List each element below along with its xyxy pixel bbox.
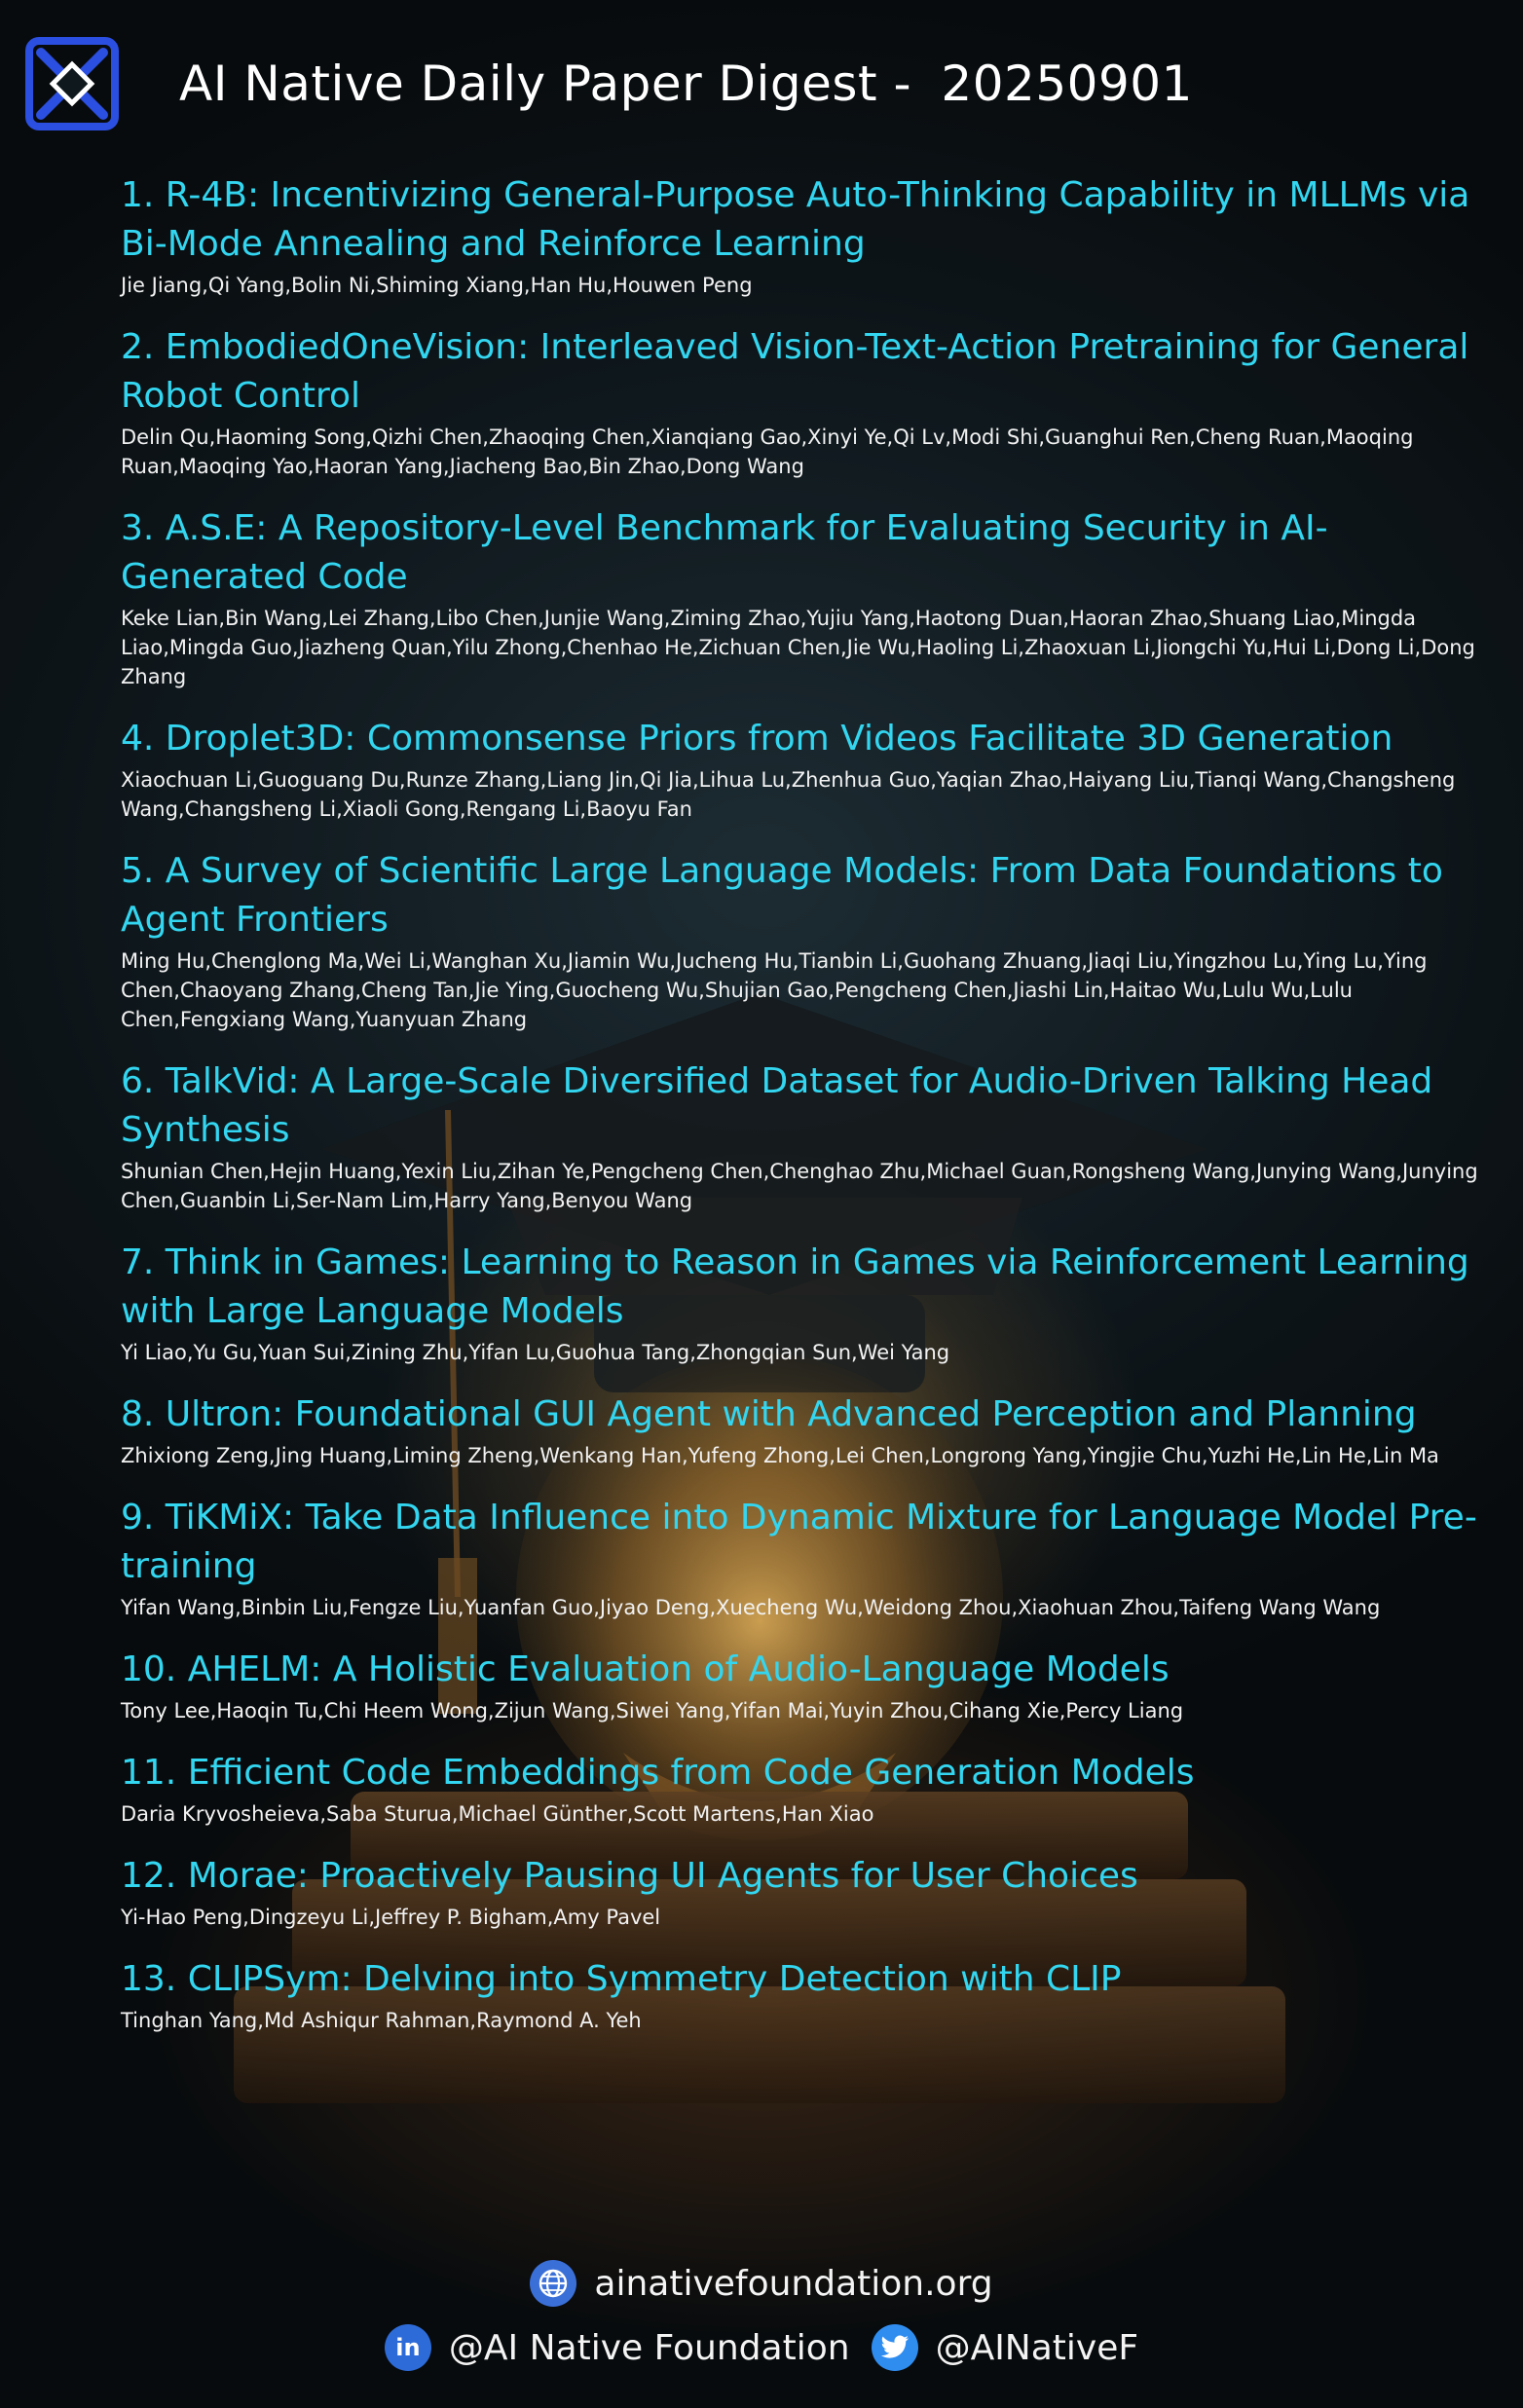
- paper-authors: Delin Qu,Haoming Song,Qizhi Chen,Zhaoqing Chen,Xianqiang Gao,Xinyi Ye,Qi Lv,Modi Shi,Guanghui Ren,Cheng Ruan,Maoqing Ruan,Maoqing Yao,Haoran Yang,Jiacheng Bao,Bin Zhao,Dong Wang: [121, 426, 1414, 478]
- paper-title[interactable]: 10. AHELM: A Holistic Evaluation of Audio-Language Models: [121, 1649, 1170, 1689]
- paper-authors: Ming Hu,Chenglong Ma,Wei Li,Wanghan Xu,Jiamin Wu,Jucheng Hu,Tianbin Li,Guohang Zhuang,Jiaqi Liu,Yingzhou Lu,Ying Lu,Ying Chen,Chaoyang Zhang,Cheng Tan,Jie Ying,Guocheng Wu,Shujian Gao,Pengcheng Chen,Jiashi Lin,Haitao Wu,Lulu Wu,Lulu Chen,Fengxiang Wang,Yuanyuan Zhang: [121, 949, 1428, 1031]
- paper-item: [121, 1646, 1484, 1725]
- paper-authors: Yifan Wang,Binbin Liu,Fengze Liu,Yuanfan Guo,Jiyao Deng,Xuecheng Wu,Weidong Zhou,Xiaohuan Zhou,Taifeng Wang Wang: [121, 1596, 1381, 1619]
- paper-list: [121, 171, 1484, 2058]
- paper-item: [121, 1494, 1484, 1622]
- paper-item: [121, 715, 1484, 824]
- paper-title[interactable]: 3. A.S.E: A Repository-Level Benchmark for Evaluating Security in AI-Generated Code: [121, 508, 1328, 597]
- paper-title[interactable]: 4. Droplet3D: Commonsense Priors from Videos Facilitate 3D Generation: [121, 719, 1393, 759]
- ai-native-logo-icon: [23, 35, 121, 132]
- paper-authors: Tinghan Yang,Md Ashiqur Rahman,Raymond A. Yeh: [121, 2009, 642, 2032]
- paper-authors: Keke Lian,Bin Wang,Lei Zhang,Libo Chen,Junjie Wang,Ziming Zhao,Yujiu Yang,Haotong Duan,Haoran Zhao,Shuang Liao,Mingda Liao,Mingda Guo,Jiazheng Quan,Yilu Zhong,Chenhao He,Zichuan Chen,Jie Wu,Haoling Li,Zhaoxuan Li,Jiongchi Yu,Hui Li,Dong Li,Dong Zhang: [121, 607, 1475, 688]
- paper-item: [121, 504, 1484, 691]
- paper-title[interactable]: 11. Efficient Code Embeddings from Code Generation Models: [121, 1753, 1195, 1793]
- paper-authors: Daria Kryvosheieva,Saba Sturua,Michael Günther,Scott Martens,Han Xiao: [121, 1802, 874, 1826]
- paper-title[interactable]: 2. EmbodiedOneVision: Interleaved Vision-Text-Action Pretraining for General Robot Control: [121, 327, 1469, 416]
- footer: [0, 2251, 1523, 2380]
- paper-authors: Yi-Hao Peng,Dingzeyu Li,Jeffrey P. Bigham,Amy Pavel: [121, 1906, 661, 1929]
- paper-item: [121, 1852, 1484, 1932]
- paper-authors: Yi Liao,Yu Gu,Yuan Sui,Zining Zhu,Yifan Lu,Guohua Tang,Zhongqian Sun,Wei Yang: [121, 1341, 950, 1364]
- linkedin-link[interactable]: @AI Native Foundation: [448, 2327, 850, 2368]
- paper-item: [121, 1390, 1484, 1470]
- linkedin-icon: in: [385, 2324, 431, 2371]
- page-title: [179, 56, 1193, 112]
- paper-title[interactable]: 5. A Survey of Scientific Large Language Models: From Data Foundations to Agent Frontiers: [121, 851, 1443, 940]
- paper-authors: Shunian Chen,Hejin Huang,Yexin Liu,Zihan Ye,Pengcheng Chen,Chenghao Zhu,Michael Guan,Rongsheng Wang,Junying Wang,Junying Chen,Guanbin Li,Ser-Nam Lim,Harry Yang,Benyou Wang: [121, 1160, 1478, 1212]
- footer-website-row: [0, 2251, 1523, 2315]
- title-text: AI Native Daily Paper Digest -: [179, 56, 912, 112]
- paper-authors: Jie Jiang,Qi Yang,Bolin Ni,Shiming Xiang,Han Hu,Houwen Peng: [121, 274, 753, 297]
- title-date: 20250901: [941, 56, 1193, 112]
- paper-item: [121, 847, 1484, 1034]
- globe-icon: [530, 2260, 576, 2307]
- paper-item: [121, 1749, 1484, 1829]
- website-link[interactable]: ainativefoundation.org: [594, 2263, 993, 2304]
- paper-item: [121, 171, 1484, 300]
- paper-item: [121, 1955, 1484, 2035]
- paper-title[interactable]: 13. CLIPSym: Delving into Symmetry Detection with CLIP: [121, 1959, 1122, 1999]
- paper-authors: Xiaochuan Li,Guoguang Du,Runze Zhang,Liang Jin,Qi Jia,Lihua Lu,Zhenhua Guo,Yaqian Zhao,Haiyang Liu,Tianqi Wang,Changsheng Wang,Changsheng Li,Xiaoli Gong,Rengang Li,Baoyu Fan: [121, 768, 1456, 821]
- paper-title[interactable]: 6. TalkVid: A Large-Scale Diversified Dataset for Audio-Driven Talking Head Synthesis: [121, 1061, 1433, 1150]
- paper-title[interactable]: 9. TiKMiX: Take Data Influence into Dynamic Mixture for Language Model Pre-training: [121, 1498, 1477, 1586]
- paper-item: [121, 1239, 1484, 1367]
- paper-title[interactable]: 7. Think in Games: Learning to Reason in Games via Reinforcement Learning with Large Language Models: [121, 1242, 1469, 1331]
- header: [23, 35, 1193, 132]
- paper-title[interactable]: 1. R-4B: Incentivizing General-Purpose Auto-Thinking Capability in MLLMs via Bi-Mode Annealing and Reinforce Learning: [121, 175, 1470, 264]
- paper-authors: Zhixiong Zeng,Jing Huang,Liming Zheng,Wenkang Han,Yufeng Zhong,Lei Chen,Longrong Yang,Yingjie Chu,Yuzhi He,Lin He,Lin Ma: [121, 1444, 1439, 1467]
- paper-item: [121, 323, 1484, 481]
- paper-authors: Tony Lee,Haoqin Tu,Chi Heem Wong,Zijun Wang,Siwei Yang,Yifan Mai,Yuyin Zhou,Cihang Xie,Percy Liang: [121, 1699, 1184, 1723]
- paper-title[interactable]: 8. Ultron: Foundational GUI Agent with Advanced Perception and Planning: [121, 1394, 1417, 1434]
- twitter-link[interactable]: @AINativeF: [935, 2327, 1139, 2368]
- paper-title[interactable]: 12. Morae: Proactively Pausing UI Agents for User Choices: [121, 1856, 1138, 1896]
- twitter-icon: [872, 2324, 918, 2371]
- footer-social-row: [0, 2315, 1523, 2380]
- paper-item: [121, 1057, 1484, 1215]
